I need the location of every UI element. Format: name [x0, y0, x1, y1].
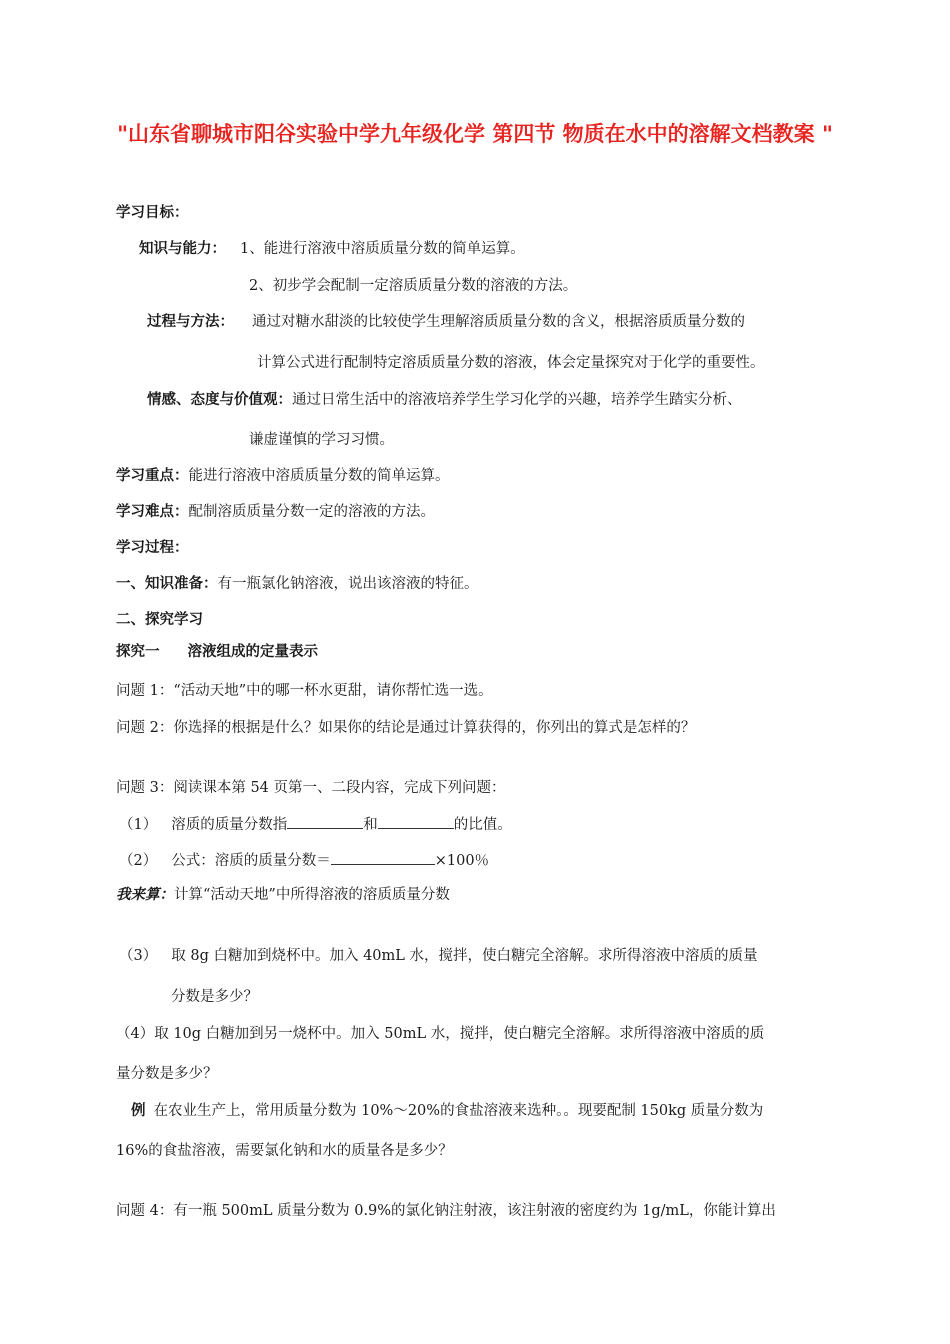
key-point-row	[116, 466, 450, 486]
section-1-row	[116, 574, 479, 594]
item-2-text-pre: 公式：溶质的质量分数＝	[171, 853, 331, 869]
question-4: 问题 4：有一瓶 500mL 质量分数为 0.9%的氯化钠注射液，该注射液的密度约为 1g/mL，你能计算出	[116, 1203, 776, 1219]
difficulty-label: 学习难点：	[116, 504, 189, 520]
explore-1-text: 溶液组成的定量表示	[187, 644, 318, 660]
fill-blank-1[interactable]	[287, 814, 363, 829]
example-label: 例	[131, 1103, 146, 1119]
process-line-1: 通过对糖水甜淡的比较使学生理解溶质质量分数的含义，根据溶质质量分数的	[252, 314, 745, 330]
section-2-heading: 二、探究学习	[116, 612, 203, 628]
emotion-label: 情感、态度与价值观：	[147, 392, 292, 408]
process-line-2: 计算公式进行配制特定溶质质量分数的溶液，体会定量探究对于化学的重要性。	[257, 355, 765, 371]
item-1-text-pre: 溶质的质量分数指	[171, 817, 288, 833]
key-point-label: 学习重点：	[116, 468, 189, 484]
knowledge-label: 知识与能力：	[139, 241, 226, 257]
explore-1-row	[116, 642, 318, 662]
example-line-1: 在农业生产上，常用质量分数为 10%～20%的食盐溶液来选种。。现要配制 150kg 质量分数为	[153, 1103, 764, 1119]
item-1-row	[119, 814, 512, 835]
question-1: 问题 1：“活动天地”中的哪一杯水更甜，请你帮忙选一选。	[116, 683, 493, 699]
item-2-text-post: ×100％	[434, 853, 490, 869]
item-4-line-1: （4）取 10g 白糖加到另一烧杯中。加入 50mL 水，搅拌，使白糖完全溶解。求所得溶液中溶质的质	[116, 1026, 765, 1042]
item-1-text-mid: 和	[363, 817, 378, 833]
process-row	[147, 312, 745, 332]
emotion-row	[147, 390, 742, 410]
section-1-text: 有一瓶氯化钠溶液，说出该溶液的特征。	[217, 576, 479, 592]
knowledge-item-2: 2、初步学会配制一定溶质质量分数的溶液的方法。	[249, 278, 578, 294]
item-4-line-2: 量分数是多少？	[116, 1066, 218, 1082]
emotion-line-1: 通过日常生活中的溶液培养学生学习化学的兴趣，培养学生踏实分析、	[292, 392, 742, 408]
fill-blank-2[interactable]	[378, 814, 454, 829]
knowledge-row	[139, 239, 525, 259]
calc-text: 计算“活动天地”中所得溶液的溶质质量分数	[174, 887, 450, 903]
difficulty-text: 配制溶质质量分数一定的溶液的方法。	[188, 504, 435, 520]
process-label: 过程与方法：	[147, 314, 234, 330]
item-2-row	[119, 850, 489, 871]
section-1-label: 一、知识准备：	[116, 576, 218, 592]
item-3-number: （3）	[119, 948, 158, 964]
knowledge-item-1: 1、能进行溶液中溶质质量分数的简单运算。	[240, 241, 525, 257]
item-3-line-1: 取 8g 白糖加到烧杯中。加入 40mL 水，搅拌，使白糖完全溶解。求所得溶液中溶质的质量	[171, 948, 758, 964]
example-row	[131, 1101, 763, 1121]
question-2: 问题 2：你选择的根据是什么？如果你的结论是通过计算获得的，你列出的算式是怎样的？	[116, 720, 696, 736]
item-2-number: （2）	[119, 853, 158, 869]
question-3: 问题 3：阅读课本第 54 页第一、二段内容，完成下列问题：	[116, 780, 506, 796]
calc-label: 我来算：	[116, 887, 174, 903]
calc-row	[116, 885, 450, 905]
difficulty-row	[116, 502, 435, 522]
key-point-text: 能进行溶液中溶质质量分数的简单运算。	[188, 468, 450, 484]
item-1-number: （1）	[119, 817, 158, 833]
process-heading: 学习过程：	[116, 540, 189, 556]
item-3-line-2: 分数是多少？	[171, 989, 258, 1005]
explore-1-label: 探究一	[116, 644, 160, 660]
item-3-row	[119, 946, 758, 966]
fill-blank-3[interactable]	[331, 850, 435, 865]
emotion-line-2: 谦虚谨慎的学习习惯。	[249, 432, 394, 448]
example-line-2: 16%的食盐溶液，需要氯化钠和水的质量各是多少？	[116, 1143, 453, 1159]
document-title: "山东省聊城市阳谷实验中学九年级化学 第四节 物质在水中的溶解文档教案 "	[117, 122, 833, 146]
objectives-heading: 学习目标：	[116, 205, 189, 221]
item-1-text-post: 的比值。	[453, 817, 512, 833]
